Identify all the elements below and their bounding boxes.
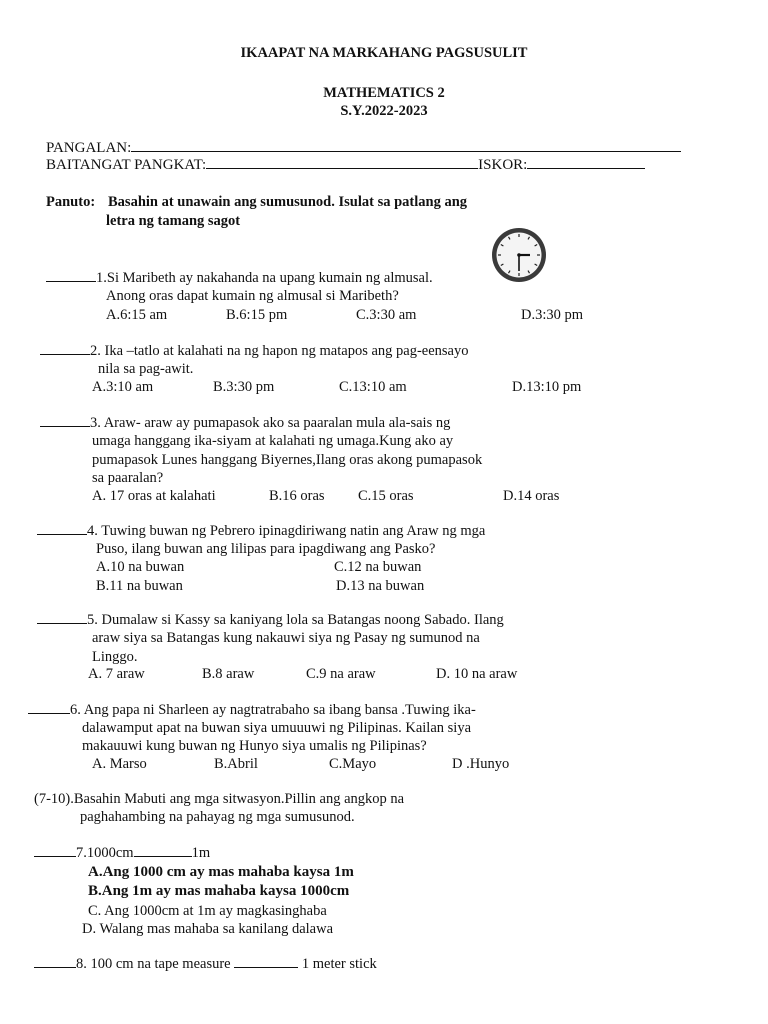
grade-field	[46, 156, 645, 174]
question-text: Si Maribeth ay nakahanda na upang kumain ng almusal.	[106, 270, 433, 286]
question-number: 7.	[76, 845, 87, 861]
school-year: S.Y.2022-2023	[340, 103, 428, 119]
choice-4d: D.13 na buwan	[336, 578, 425, 594]
question-number: 5.	[87, 612, 98, 628]
question-2	[40, 342, 469, 360]
answer-blank-8[interactable]	[34, 955, 76, 968]
comparison-blank-8[interactable]	[234, 955, 298, 968]
question-6-line-3: makauuwi kung buwan ng Hunyo siya umalis ng Pilipinas?	[82, 738, 427, 754]
choice-1c: C.3:30 am	[356, 307, 417, 323]
choice-3b: B.16 oras	[269, 488, 325, 504]
choice-1d: D.3:30 pm	[521, 307, 584, 323]
question-number: 3.	[90, 415, 101, 431]
choice-7d: D. Walang mas mahaba sa kanilang dalawa	[82, 921, 334, 937]
question-3-line-3: pumapasok Lunes hanggang Biyernes,Ilang oras akong pumapasok	[92, 452, 483, 468]
choice-7c: C. Ang 1000cm at 1m ay magkasinghaba	[88, 903, 327, 919]
choice-4a: A.10 na buwan	[96, 559, 185, 575]
question-6	[28, 701, 476, 719]
answer-blank-5[interactable]	[37, 611, 87, 624]
question-number: 1.	[96, 270, 107, 286]
choice-6b: B.Abril	[214, 756, 258, 772]
question-7	[34, 844, 210, 862]
choice-7b: B.Ang 1m ay mas mahaba kaysa 1000cm	[88, 883, 350, 899]
choice-3c: C.15 oras	[358, 488, 414, 504]
question-5	[37, 611, 504, 629]
comparison-blank-7[interactable]	[134, 844, 192, 857]
name-label: PANGALAN:	[46, 140, 132, 156]
answer-blank-3[interactable]	[40, 414, 90, 427]
question-4-line-2: Puso, ilang buwan ang lilipas para ipagdiwang ang Pasko?	[96, 541, 436, 557]
choice-4b: B.11 na buwan	[96, 578, 183, 594]
question-3-line-2: umaga hanggang ika-siyam at kalahati ng umaga.Kung ako ay	[92, 433, 454, 449]
question-4	[37, 522, 485, 540]
question-text: Dumalaw si Kassy sa kaniyang lola sa Batangas noong Sabado. Ilang	[97, 612, 504, 628]
answer-blank-2[interactable]	[40, 342, 90, 355]
choice-2b: B.3:30 pm	[213, 379, 275, 395]
question-6-line-2: dalawamput apat na buwan siya umuuuwi ng Pilipinas. Kailan siya	[82, 720, 472, 736]
question-3	[40, 414, 450, 432]
choice-4c: C.12 na buwan	[334, 559, 422, 575]
score-blank[interactable]	[527, 156, 645, 169]
question-number: 6.	[70, 702, 81, 718]
choice-5d: D. 10 na araw	[436, 666, 518, 682]
choice-2c: C.13:10 am	[339, 379, 407, 395]
question-3-line-4: sa paaralan?	[92, 470, 164, 486]
instructions-line-2: letra ng tamang sagot	[106, 213, 241, 229]
choice-6c: C.Mayo	[329, 756, 377, 772]
choice-5b: B.8 araw	[202, 666, 255, 682]
answer-blank-6[interactable]	[28, 701, 70, 714]
exam-title: IKAAPAT NA MARKAHANG PAGSUSULIT	[240, 45, 528, 61]
instructions-line-1: Basahin at unawain ang sumusunod. Isulat sa patlang ang	[108, 194, 468, 210]
choice-7a: A.Ang 1000 cm ay mas mahaba kaysa 1m	[88, 864, 354, 880]
question-text: Ika –tatlo at kalahati na ng hapon ng matapos ang pag-eensayo	[100, 343, 469, 359]
section-instructions-line-1: (7-10).Basahin Mabuti ang mga sitwasyon.Pillin ang angkop na	[34, 791, 405, 807]
choice-5a: A. 7 araw	[88, 666, 145, 682]
answer-blank-1[interactable]	[46, 269, 96, 282]
choice-6d: D .Hunyo	[452, 756, 510, 772]
question-number: 2.	[90, 343, 101, 359]
choice-2d: D.13:10 pm	[512, 379, 582, 395]
question-5-line-2: araw siya sa Batangas kung nakauwi siya ng Pasay ng sumunod na	[92, 630, 480, 646]
clock-icon	[490, 226, 548, 284]
grade-blank[interactable]	[206, 156, 478, 169]
choice-3a: A. 17 oras at kalahati	[92, 488, 216, 504]
score-label: ISKOR:	[478, 157, 528, 173]
question-number: 8.	[76, 956, 87, 972]
question-left: 1000cm	[86, 845, 134, 861]
instructions-label: Panuto:	[46, 194, 96, 210]
question-right: 1 meter stick	[298, 956, 377, 972]
question-1	[46, 269, 433, 287]
name-field	[46, 139, 681, 157]
name-blank[interactable]	[131, 139, 681, 152]
question-text: Tuwing buwan ng Pebrero ipinagdiriwang natin ang Araw ng mga	[97, 523, 486, 539]
exam-subject: MATHEMATICS 2	[323, 85, 445, 101]
choice-5c: C.9 na araw	[306, 666, 376, 682]
answer-blank-7[interactable]	[34, 844, 76, 857]
choice-3d: D.14 oras	[503, 488, 560, 504]
question-1-line-2: Anong oras dapat kumain ng almusal si Maribeth?	[106, 288, 399, 304]
choice-2a: A.3:10 am	[92, 379, 154, 395]
question-text: Araw- araw ay pumapasok ako sa paaralan mula ala-sais ng	[100, 415, 451, 431]
choice-1a: A.6:15 am	[106, 307, 168, 323]
question-number: 4.	[87, 523, 98, 539]
grade-label: BAITANGAT PANGKAT:	[46, 157, 207, 173]
choice-1b: B.6:15 pm	[226, 307, 288, 323]
choice-6a: A. Marso	[92, 756, 147, 772]
question-5-line-3: Linggo.	[92, 649, 138, 665]
answer-blank-4[interactable]	[37, 522, 87, 535]
question-right: 1m	[191, 845, 211, 861]
question-left: 100 cm na tape measure	[86, 956, 231, 972]
question-text: Ang papa ni Sharleen ay nagtratrabaho sa ibang bansa .Tuwing ika-	[80, 702, 476, 718]
section-instructions-line-2: paghahambing na pahayag ng mga sumusunod.	[80, 809, 355, 825]
question-2-line-2: nila sa pag-awit.	[98, 361, 194, 377]
question-8	[34, 955, 377, 973]
